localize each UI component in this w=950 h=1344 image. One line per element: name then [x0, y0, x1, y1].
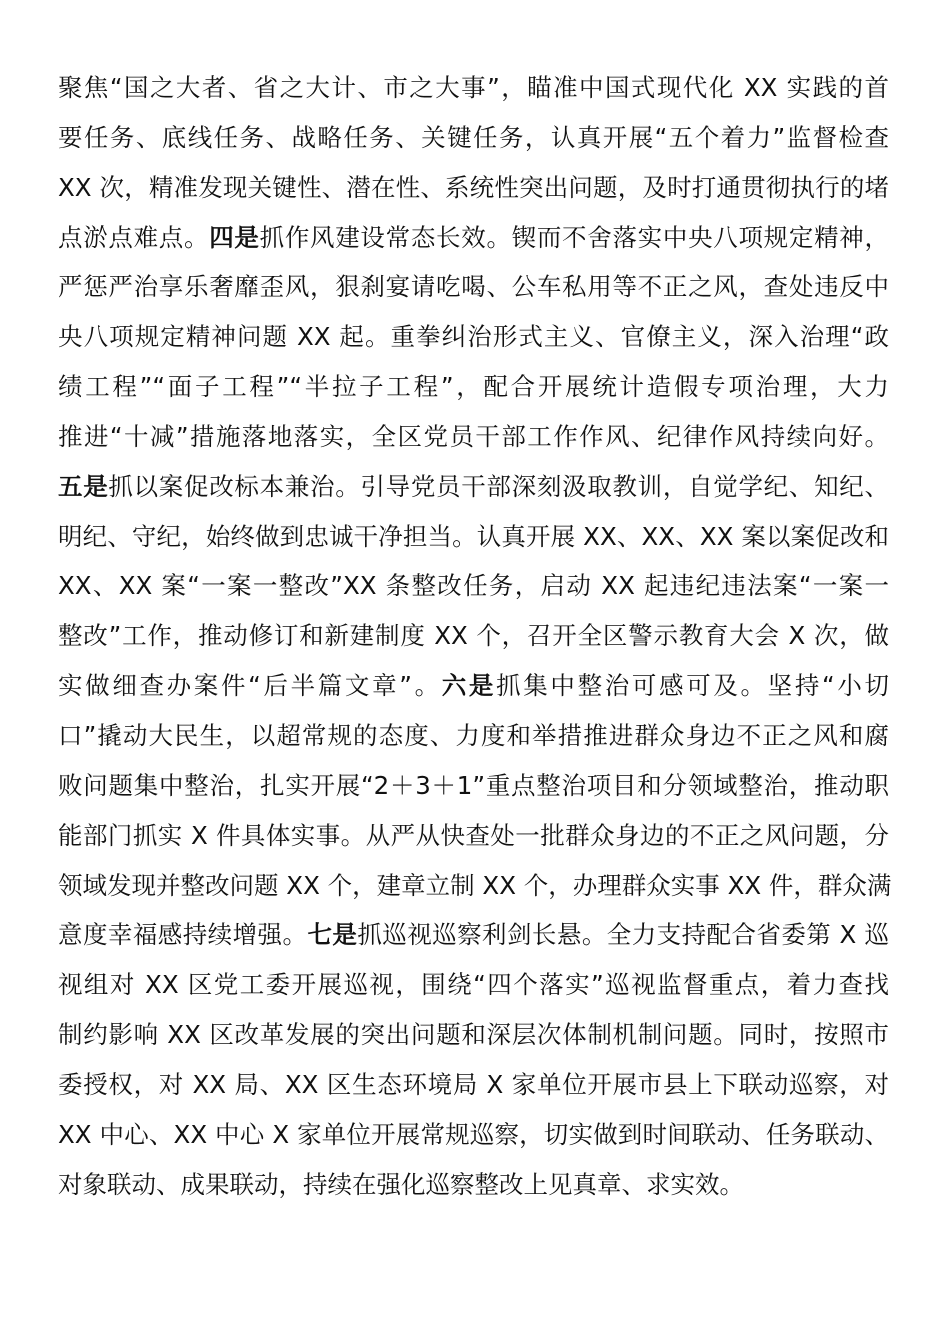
bold-lead-phrase: 六是 [441, 671, 497, 701]
text-line [58, 910, 889, 960]
text-segment: 绩工程”“面子工程”“半拉子工程”，配合开展统计造假专项治理，大力 [58, 372, 889, 402]
text-line [58, 861, 892, 911]
text-segment: 败问题集中整治，扎实开展“2＋3＋1”重点整治项目和分领域整治，推动职 [58, 770, 889, 800]
text-line [58, 262, 889, 312]
body-text [58, 63, 892, 1209]
text-line [58, 1110, 889, 1160]
text-segment: 推进“十减”措施落地落实，全区党员干部工作作风、纪律作风持续向好。 [58, 421, 889, 451]
text-line [58, 113, 889, 163]
text-segment: XX 次，精准发现关键性、潜在性、系统性突出问题，及时打通贯彻执行的堵 [58, 172, 889, 202]
text-segment: 整改”工作，推动修订和新建制度 XX 个，召开全区警示教育大会 X 次，做 [58, 621, 889, 651]
text-line [58, 960, 889, 1010]
text-line [58, 611, 889, 661]
text-line [58, 1160, 889, 1210]
text-segment: 委授权，对 XX 局、XX 区生态环境局 X 家单位开展市县上下联动巡察，对 [58, 1069, 889, 1099]
bold-lead-phrase: 五是 [58, 471, 109, 501]
text-line [58, 761, 889, 811]
text-segment: 口”撬动大民生，以超常规的态度、力度和举措推进群众身边不正之风和腐 [58, 720, 889, 750]
bold-lead-phrase: 四是 [209, 222, 260, 252]
text-line [58, 512, 889, 562]
text-line [58, 412, 889, 462]
text-segment: 制约影响 XX 区改革发展的突出问题和深层次体制机制问题。同时，按照市 [58, 1020, 889, 1050]
text-segment: 央八项规定精神问题 XX 起。重拳纠治形式主义、官僚主义，深入治理“政 [58, 322, 889, 352]
text-segment: 要任务、底线任务、战略任务、关键任务，认真开展“五个着力”监督检查 [58, 122, 889, 152]
text-segment: 视组对 XX 区党工委开展巡视，围绕“四个落实”巡视监督重点，着力查找 [58, 970, 889, 1000]
text-segment: 抓巡视巡察利剑长悬。全力支持配合省委第 X 巡 [357, 920, 890, 950]
text-segment: 能部门抓实 X 件具体实事。从严从快查处一批群众身边的不正之风问题，分 [58, 820, 889, 850]
text-segment: 严惩严治享乐奢靡歪风，狠刹宴请吃喝、公车私用等不正之风，查处违反中 [58, 272, 889, 302]
text-line [58, 362, 889, 412]
text-segment: 领域发现并整改问题 XX 个，建章立制 XX 个，办理群众实事 XX 件，群众满 [58, 870, 892, 900]
text-segment: 抓集中整治可感可及。坚持“小切 [496, 671, 890, 701]
text-segment: 点淤点难点。 [58, 222, 210, 252]
text-segment: 聚焦“国之大者、省之大计、市之大事”，瞄准中国式现代化 XX 实践的首 [58, 73, 889, 102]
text-segment: 实做细查办案件“后半篇文章”。 [58, 671, 442, 701]
text-line [58, 462, 889, 512]
text-segment: 抓以案促改标本兼治。引导党员干部深刻汲取教训，自觉学纪、知纪、 [108, 471, 889, 501]
text-segment: XX 中心、XX 中心 X 家单位开展常规巡察，切实做到时间联动、任务联动、 [58, 1119, 889, 1149]
text-segment: 抓作风建设常态长效。锲而不舍落实中央八项规定精神， [259, 222, 889, 252]
text-line [58, 1060, 889, 1110]
text-segment: 意度幸福感持续增强。 [58, 920, 308, 950]
text-segment: 对象联动、成果联动，持续在强化巡察整改上见真章、求实效。 [58, 1169, 744, 1199]
text-line [58, 811, 889, 861]
bold-lead-phrase: 七是 [307, 920, 358, 950]
text-line [58, 63, 889, 113]
text-line [58, 312, 889, 362]
text-line [58, 1010, 889, 1060]
text-line [58, 711, 889, 761]
text-line [58, 163, 889, 213]
text-segment: XX、XX 案“一案一整改”XX 条整改任务，启动 XX 起违纪违法案“一案一 [58, 571, 889, 601]
text-line [58, 213, 889, 263]
text-line [58, 661, 889, 711]
text-line [58, 561, 889, 611]
text-segment: 明纪、守纪，始终做到忠诚干净担当。认真开展 XX、XX、XX 案以案促改和 [58, 521, 889, 551]
